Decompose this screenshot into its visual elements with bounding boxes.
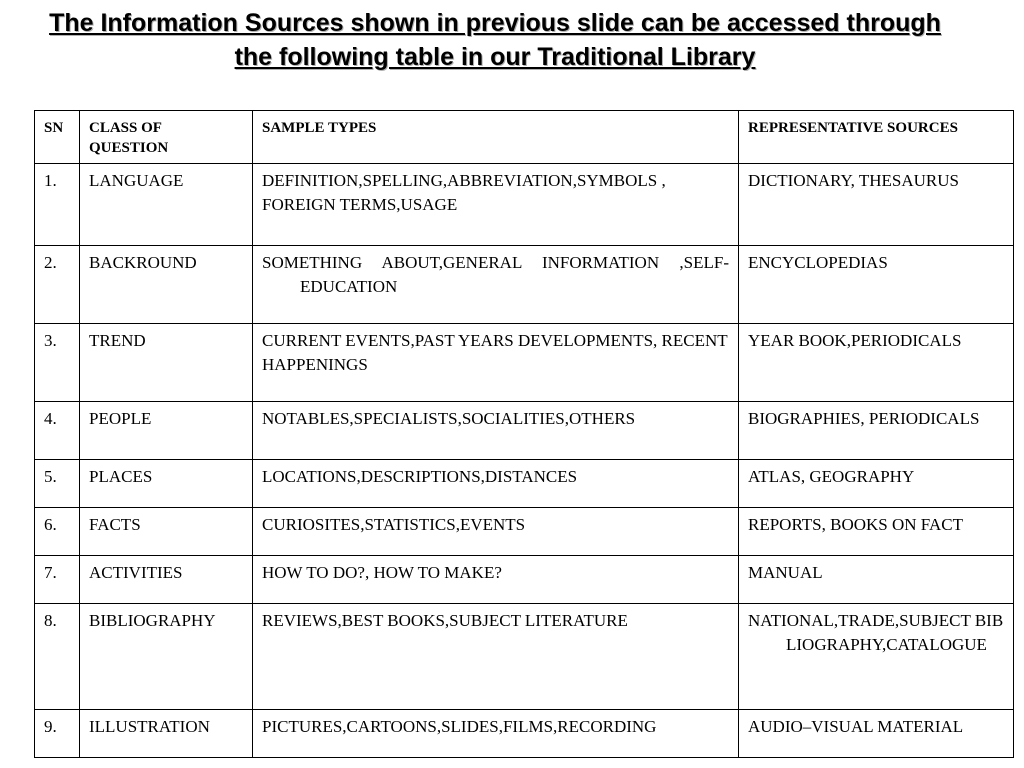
row-sample-types xyxy=(253,246,739,324)
table-row xyxy=(35,710,1014,758)
row-sample-types: REVIEWS,BEST BOOKS,SUBJECT LITERATURE xyxy=(253,604,739,710)
row-sn: 9. xyxy=(35,710,80,758)
table-row xyxy=(35,324,1014,402)
row-sn: 2. xyxy=(35,246,80,324)
table-row xyxy=(35,246,1014,324)
row-source: DICTIONARY, THESAURUS xyxy=(739,164,1014,246)
row-sample-types: CURRENT EVENTS,PAST YEARS DEVELOPMENTS, RECENT HAPPENINGS xyxy=(253,324,739,402)
row-source: ENCYCLOPEDIAS xyxy=(739,246,1014,324)
slide-title: The Information Sources shown in previous slide can be accessed through the following table in our Traditional Library xyxy=(49,9,941,71)
row-class: PEOPLE xyxy=(80,402,253,460)
row-sn: 5. xyxy=(35,460,80,508)
header-representative-sources: REPRESENTATIVE SOURCES xyxy=(739,111,1014,164)
row-source: ATLAS, GEOGRAPHY xyxy=(739,460,1014,508)
row-class: ILLUSTRATION xyxy=(80,710,253,758)
row-sample-types xyxy=(253,164,739,246)
row-sn: 8. xyxy=(35,604,80,710)
source-text: NATIONAL,TRADE,SUBJECT BIBLIOGRAPHY,CATALOGUE xyxy=(748,611,1004,654)
row-source: REPORTS, BOOKS ON FACT xyxy=(739,508,1014,556)
row-source xyxy=(739,402,1014,460)
table-row xyxy=(35,164,1014,246)
header-class-of-question: CLASS OF QUESTION xyxy=(80,111,253,164)
table-row xyxy=(35,460,1014,508)
row-sn: 4. xyxy=(35,402,80,460)
row-sn: 3. xyxy=(35,324,80,402)
table-row xyxy=(35,402,1014,460)
row-sample-types: NOTABLES,SPECIALISTS,SOCIALITIES,OTHERS xyxy=(253,402,739,460)
row-sample-types: CURIOSITES,STATISTICS,EVENTS xyxy=(253,508,739,556)
sample-line: SOMETHING ABOUT,GENERAL INFORMATION ,SELF-EDUCATION xyxy=(262,253,729,296)
sample-line-extra: FOREIGN TERMS,USAGE xyxy=(262,195,458,214)
row-source: AUDIO–VISUAL MATERIAL xyxy=(739,710,1014,758)
row-source: MANUAL xyxy=(739,556,1014,604)
row-class: TREND xyxy=(80,324,253,402)
row-sample-types: PICTURES,CARTOONS,SLIDES,FILMS,RECORDING xyxy=(253,710,739,758)
table-row xyxy=(35,508,1014,556)
row-class: FACTS xyxy=(80,508,253,556)
row-class: LANGUAGE xyxy=(80,164,253,246)
row-class: BIBLIOGRAPHY xyxy=(80,604,253,710)
table-row xyxy=(35,604,1014,710)
row-sn: 6. xyxy=(35,508,80,556)
row-sn: 1. xyxy=(35,164,80,246)
table-header-row xyxy=(35,111,1014,164)
row-sample-types: LOCATIONS,DESCRIPTIONS,DISTANCES xyxy=(253,460,739,508)
source-text: BIOGRAPHIES, PERIODICALS xyxy=(748,409,980,428)
row-source: YEAR BOOK,PERIODICALS xyxy=(739,324,1014,402)
row-sn: 7. xyxy=(35,556,80,604)
header-sample-types: SAMPLE TYPES xyxy=(253,111,739,164)
row-sample-types: HOW TO DO?, HOW TO MAKE? xyxy=(253,556,739,604)
row-class: BACKROUND xyxy=(80,246,253,324)
row-class: PLACES xyxy=(80,460,253,508)
row-source xyxy=(739,604,1014,710)
row-class: ACTIVITIES xyxy=(80,556,253,604)
sources-table xyxy=(34,110,1014,758)
table-row xyxy=(35,556,1014,604)
sample-line: DEFINITION,SPELLING,ABBREVIATION,SYMBOLS , xyxy=(262,171,666,190)
header-sn: SN xyxy=(35,111,80,164)
